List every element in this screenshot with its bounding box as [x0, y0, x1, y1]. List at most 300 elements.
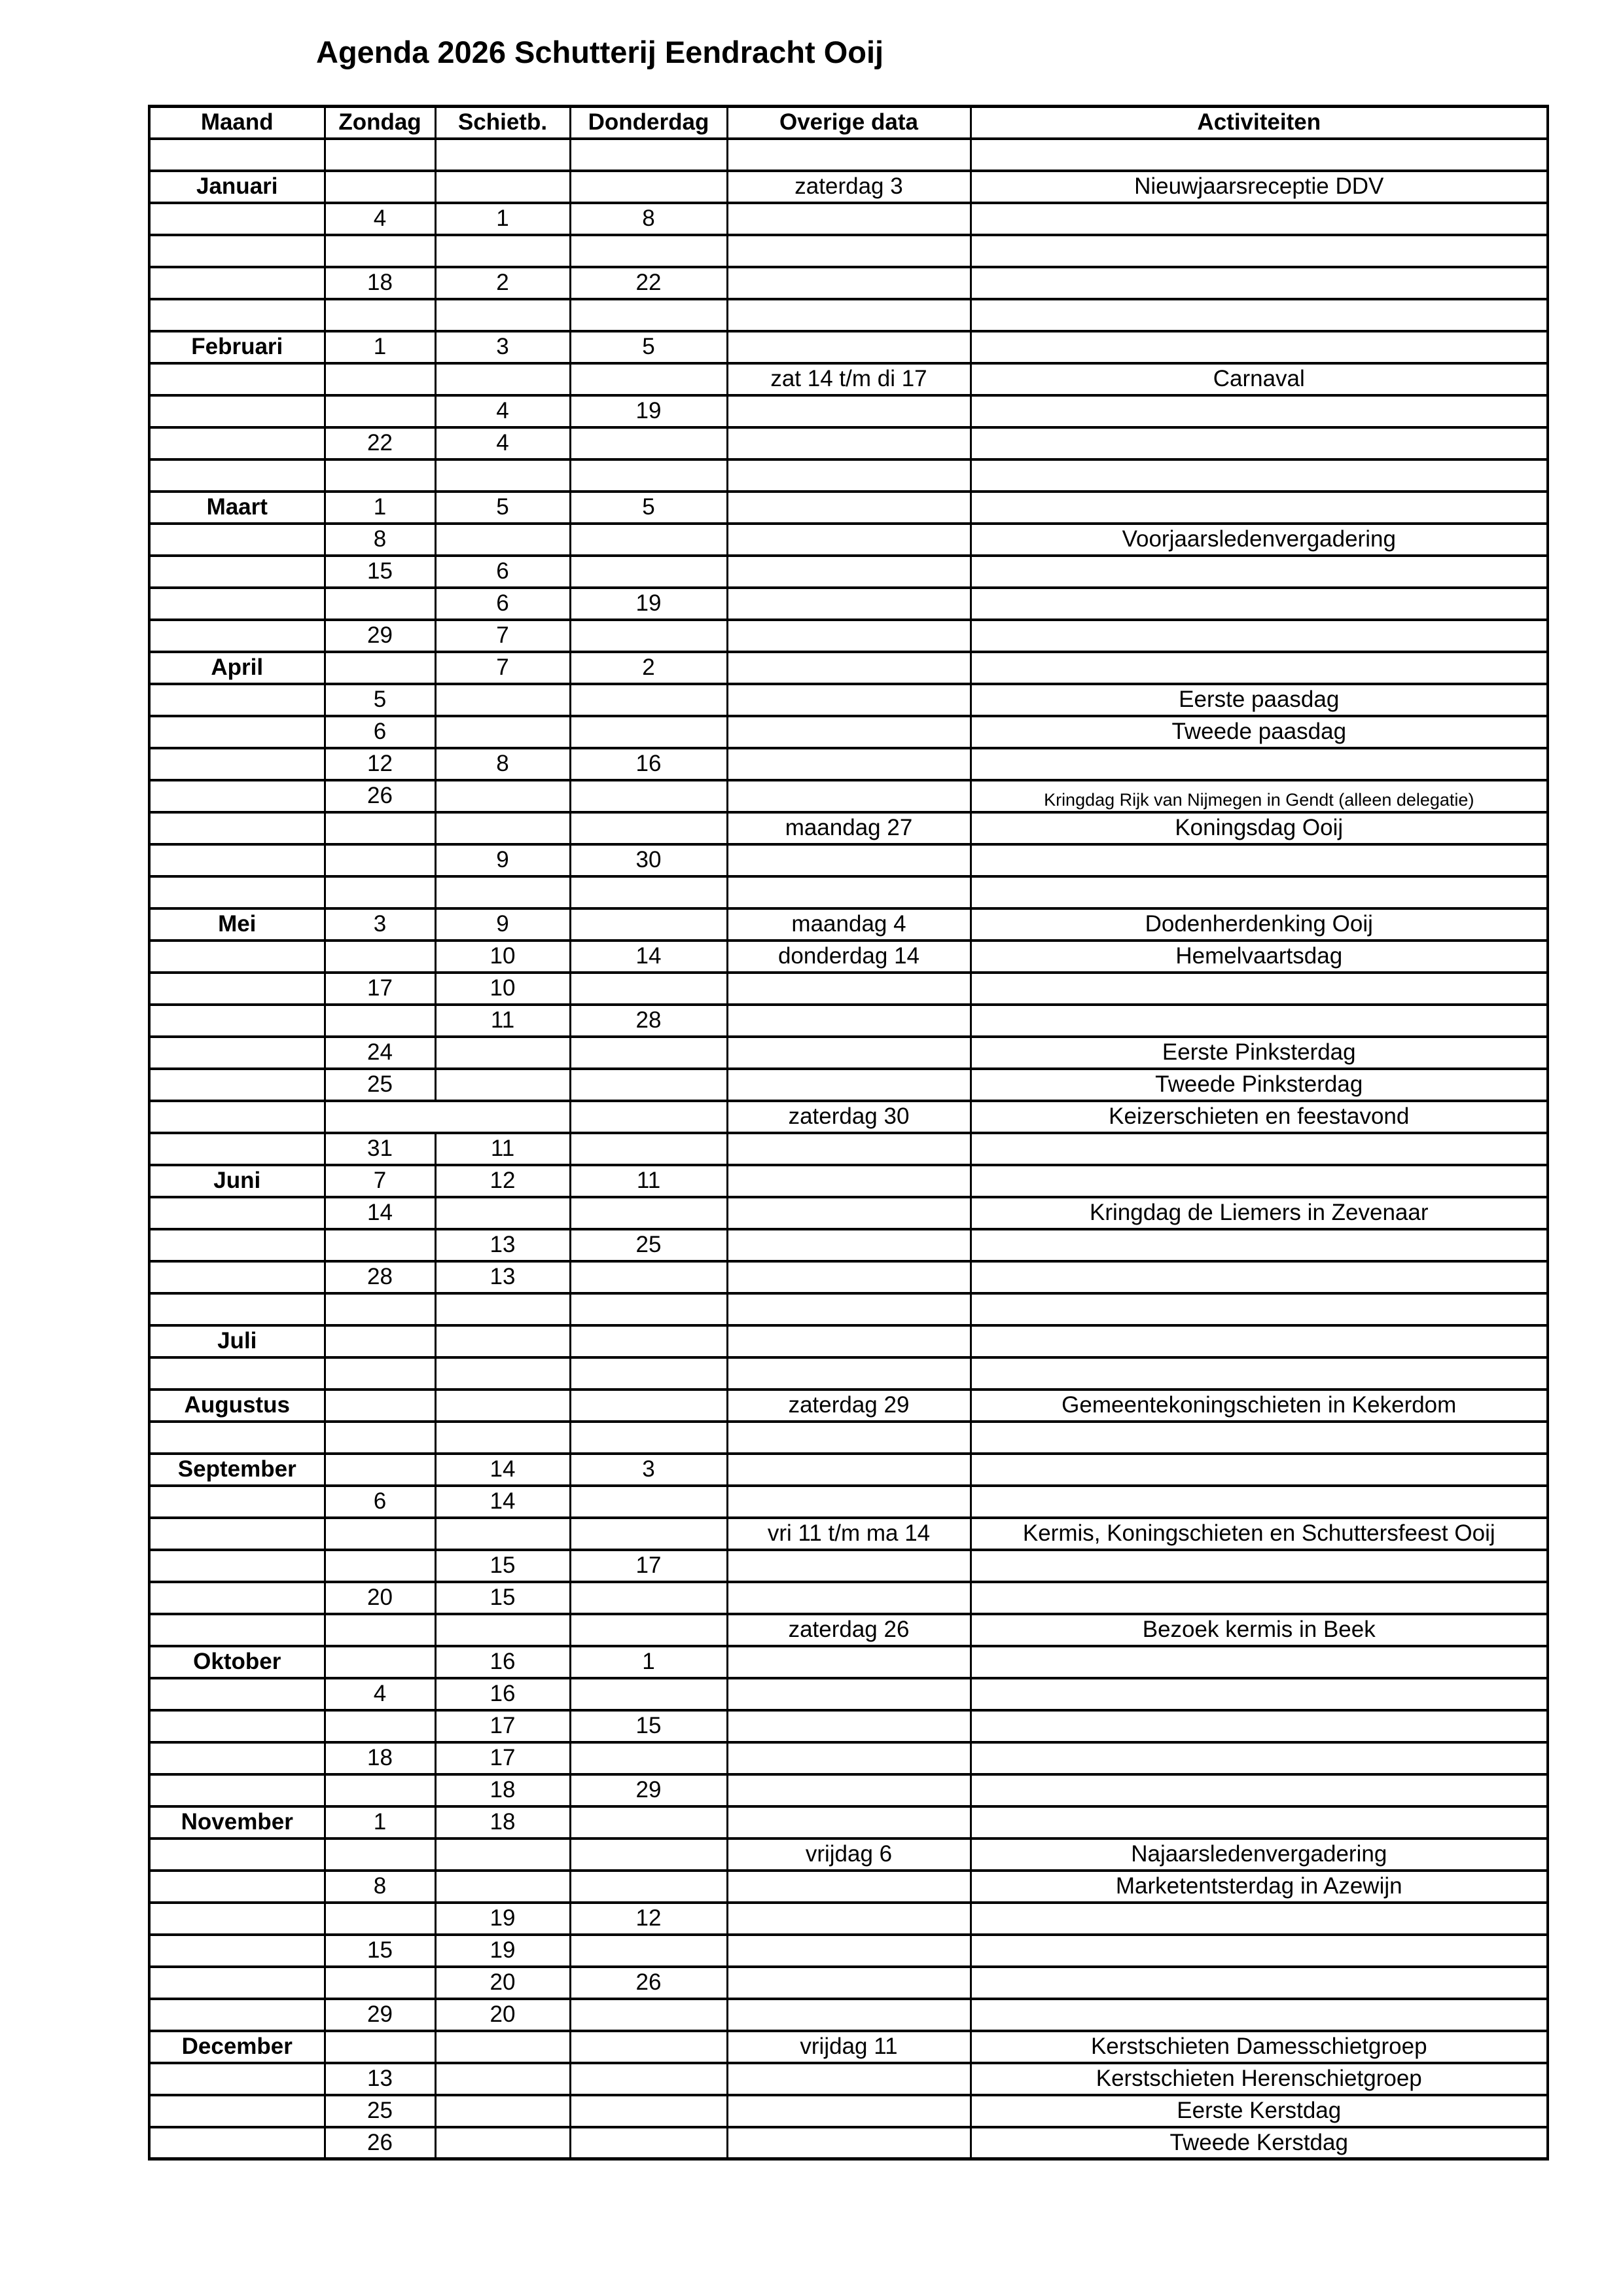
- activiteit-cell: [971, 620, 1548, 652]
- column-header-maand: Maand: [149, 107, 325, 139]
- activiteit-cell: [971, 1005, 1548, 1037]
- month-cell: [149, 620, 325, 652]
- schietb-cell: 10: [435, 973, 570, 1005]
- schietb-cell: 15: [435, 1550, 570, 1582]
- overige-data-cell: [727, 203, 971, 235]
- activiteit-cell: Eerste paasdag: [971, 684, 1548, 716]
- zondag-cell: [325, 459, 435, 492]
- schietb-cell: 1: [435, 203, 570, 235]
- donderdag-cell: [570, 1325, 727, 1357]
- schietb-cell: 11: [435, 1133, 570, 1165]
- zondag-cell: 25: [325, 1069, 435, 1101]
- zondag-cell: [325, 844, 435, 876]
- month-cell: [149, 1037, 325, 1069]
- zondag-cell: [325, 1614, 435, 1646]
- schietb-cell: [435, 1197, 570, 1229]
- overige-data-cell: [727, 1037, 971, 1069]
- zondag-cell: [325, 1390, 435, 1422]
- overige-data-cell: [727, 1742, 971, 1774]
- table-row: [149, 716, 1548, 748]
- month-cell: [149, 2063, 325, 2095]
- table-row: [149, 1165, 1548, 1197]
- schietb-cell: 8: [435, 748, 570, 780]
- overige-data-cell: [727, 556, 971, 588]
- month-cell: [149, 1133, 325, 1165]
- donderdag-cell: [570, 2031, 727, 2063]
- activiteit-cell: [971, 1422, 1548, 1454]
- table-row: [149, 1293, 1548, 1325]
- overige-data-cell: [727, 395, 971, 427]
- zondag-cell: 26: [325, 2127, 435, 2159]
- table-row: [149, 395, 1548, 427]
- schietb-cell: [435, 459, 570, 492]
- overige-data-cell: vrijdag 11: [727, 2031, 971, 2063]
- schietb-cell: [435, 363, 570, 395]
- schietb-cell: [435, 2063, 570, 2095]
- zondag-cell: [325, 1839, 435, 1871]
- zondag-cell: 20: [325, 1582, 435, 1614]
- month-cell: [149, 1101, 325, 1133]
- zondag-cell: 1: [325, 492, 435, 524]
- zondag-cell: [325, 1293, 435, 1325]
- month-cell: Februari: [149, 331, 325, 363]
- table-row: [149, 1390, 1548, 1422]
- activiteit-cell: [971, 492, 1548, 524]
- month-cell: [149, 556, 325, 588]
- table-row: [149, 1967, 1548, 1999]
- schietb-cell: [435, 139, 570, 171]
- activiteit-cell: [971, 1261, 1548, 1293]
- donderdag-cell: [570, 1999, 727, 2031]
- schietb-cell: [435, 876, 570, 908]
- donderdag-cell: [570, 235, 727, 267]
- zondag-cell: [325, 1454, 435, 1486]
- donderdag-cell: 17: [570, 1550, 727, 1582]
- month-cell: [149, 1999, 325, 2031]
- header-row: [149, 107, 1548, 139]
- overige-data-cell: [727, 1806, 971, 1839]
- schietb-cell: 6: [435, 588, 570, 620]
- table-row: [149, 1774, 1548, 1806]
- donderdag-cell: 19: [570, 588, 727, 620]
- table-row: [149, 1582, 1548, 1614]
- donderdag-cell: [570, 780, 727, 812]
- schietb-cell: [435, 1037, 570, 1069]
- zondag-cell: [325, 1101, 570, 1133]
- table-row: [149, 1069, 1548, 1101]
- overige-data-cell: [727, 1999, 971, 2031]
- zondag-cell: 7: [325, 1165, 435, 1197]
- table-row: [149, 2031, 1548, 2063]
- table-row: [149, 1678, 1548, 1710]
- schietb-cell: 3: [435, 331, 570, 363]
- overige-data-cell: [727, 588, 971, 620]
- table-row: [149, 267, 1548, 299]
- overige-data-cell: [727, 973, 971, 1005]
- month-cell: [149, 1229, 325, 1261]
- donderdag-cell: [570, 1293, 727, 1325]
- zondag-cell: [325, 652, 435, 684]
- overige-data-cell: [727, 1486, 971, 1518]
- schietb-cell: [435, 780, 570, 812]
- month-cell: [149, 1742, 325, 1774]
- table-row: [149, 652, 1548, 684]
- table-row: [149, 2127, 1548, 2159]
- zondag-cell: [325, 1710, 435, 1742]
- activiteit-cell: [971, 844, 1548, 876]
- month-cell: [149, 395, 325, 427]
- donderdag-cell: [570, 524, 727, 556]
- schietb-cell: [435, 235, 570, 267]
- schietb-cell: [435, 1614, 570, 1646]
- table-row: [149, 492, 1548, 524]
- donderdag-cell: 8: [570, 203, 727, 235]
- table-row: [149, 1325, 1548, 1357]
- activiteit-cell: Tweede paasdag: [971, 716, 1548, 748]
- donderdag-cell: 16: [570, 748, 727, 780]
- table-row: [149, 2095, 1548, 2127]
- donderdag-cell: [570, 1261, 727, 1293]
- activiteit-cell: [971, 1678, 1548, 1710]
- month-cell: [149, 1582, 325, 1614]
- schietb-cell: [435, 2127, 570, 2159]
- table-row: [149, 1710, 1548, 1742]
- activiteit-cell: [971, 1999, 1548, 2031]
- donderdag-cell: 22: [570, 267, 727, 299]
- overige-data-cell: [727, 459, 971, 492]
- activiteit-cell: [971, 1133, 1548, 1165]
- donderdag-cell: [570, 299, 727, 331]
- table-row: [149, 684, 1548, 716]
- donderdag-cell: 28: [570, 1005, 727, 1037]
- activiteit-cell: Hemelvaartsdag: [971, 941, 1548, 973]
- zondag-cell: 3: [325, 908, 435, 941]
- month-cell: [149, 1935, 325, 1967]
- donderdag-cell: 30: [570, 844, 727, 876]
- table-row: [149, 908, 1548, 941]
- activiteit-cell: [971, 1774, 1548, 1806]
- overige-data-cell: [727, 876, 971, 908]
- zondag-cell: [325, 1357, 435, 1390]
- schietb-cell: [435, 684, 570, 716]
- donderdag-cell: [570, 1742, 727, 1774]
- zondag-cell: [325, 1422, 435, 1454]
- schietb-cell: 9: [435, 908, 570, 941]
- month-cell: Maart: [149, 492, 325, 524]
- overige-data-cell: [727, 1422, 971, 1454]
- schietb-cell: [435, 812, 570, 844]
- zondag-cell: 4: [325, 1678, 435, 1710]
- activiteit-cell: Voorjaarsledenvergadering: [971, 524, 1548, 556]
- zondag-cell: 6: [325, 716, 435, 748]
- zondag-cell: 22: [325, 427, 435, 459]
- schietb-cell: 19: [435, 1935, 570, 1967]
- donderdag-cell: [570, 459, 727, 492]
- schietb-cell: [435, 1069, 570, 1101]
- schietb-cell: 16: [435, 1678, 570, 1710]
- zondag-cell: [325, 1903, 435, 1935]
- overige-data-cell: [727, 1774, 971, 1806]
- overige-data-cell: [727, 1197, 971, 1229]
- schietb-cell: 15: [435, 1582, 570, 1614]
- overige-data-cell: [727, 1325, 971, 1357]
- donderdag-cell: [570, 908, 727, 941]
- table-row: [149, 1742, 1548, 1774]
- overige-data-cell: [727, 1133, 971, 1165]
- month-cell: [149, 1774, 325, 1806]
- table-row: [149, 1646, 1548, 1678]
- zondag-cell: [325, 876, 435, 908]
- table-row: [149, 1197, 1548, 1229]
- donderdag-cell: 29: [570, 1774, 727, 1806]
- activiteit-cell: [971, 427, 1548, 459]
- agenda-table: [148, 105, 1549, 2161]
- donderdag-cell: [570, 1806, 727, 1839]
- donderdag-cell: [570, 1197, 727, 1229]
- schietb-cell: [435, 1422, 570, 1454]
- donderdag-cell: [570, 1518, 727, 1550]
- activiteit-cell: Keizerschieten en feestavond: [971, 1101, 1548, 1133]
- activiteit-cell: Kringdag de Liemers in Zevenaar: [971, 1197, 1548, 1229]
- month-cell: [149, 1550, 325, 1582]
- activiteit-cell: [971, 299, 1548, 331]
- zondag-cell: 24: [325, 1037, 435, 1069]
- month-cell: [149, 1518, 325, 1550]
- activiteit-cell: Eerste Kerstdag: [971, 2095, 1548, 2127]
- overige-data-cell: [727, 652, 971, 684]
- table-row: [149, 1550, 1548, 1582]
- donderdag-cell: 5: [570, 331, 727, 363]
- schietb-cell: 4: [435, 427, 570, 459]
- table-row: [149, 363, 1548, 395]
- overige-data-cell: [727, 2095, 971, 2127]
- overige-data-cell: [727, 1967, 971, 1999]
- month-cell: [149, 139, 325, 171]
- schietb-cell: 5: [435, 492, 570, 524]
- column-header-schietb: Schietb.: [435, 107, 570, 139]
- table-row: [149, 299, 1548, 331]
- zondag-cell: 18: [325, 267, 435, 299]
- donderdag-cell: [570, 139, 727, 171]
- activiteit-cell: [971, 1935, 1548, 1967]
- schietb-cell: 13: [435, 1229, 570, 1261]
- month-cell: [149, 812, 325, 844]
- zondag-cell: [325, 812, 435, 844]
- overige-data-cell: [727, 1710, 971, 1742]
- activiteit-cell: [971, 1806, 1548, 1839]
- zondag-cell: 4: [325, 203, 435, 235]
- activiteit-cell: [971, 1967, 1548, 1999]
- zondag-cell: 5: [325, 684, 435, 716]
- zondag-cell: 15: [325, 1935, 435, 1967]
- donderdag-cell: [570, 812, 727, 844]
- activiteit-cell: Tweede Kerstdag: [971, 2127, 1548, 2159]
- activiteit-cell: Eerste Pinksterdag: [971, 1037, 1548, 1069]
- donderdag-cell: [570, 363, 727, 395]
- overige-data-cell: [727, 748, 971, 780]
- donderdag-cell: [570, 1614, 727, 1646]
- schietb-cell: [435, 524, 570, 556]
- table-row: [149, 748, 1548, 780]
- donderdag-cell: 25: [570, 1229, 727, 1261]
- schietb-cell: 12: [435, 1165, 570, 1197]
- overige-data-cell: [727, 267, 971, 299]
- activiteit-cell: [971, 139, 1548, 171]
- table-row: [149, 1871, 1548, 1903]
- activiteit-cell: [971, 1903, 1548, 1935]
- table-row: [149, 1839, 1548, 1871]
- donderdag-cell: 5: [570, 492, 727, 524]
- month-cell: [149, 1967, 325, 1999]
- schietb-cell: [435, 299, 570, 331]
- donderdag-cell: [570, 1935, 727, 1967]
- zondag-cell: [325, 299, 435, 331]
- table-row: [149, 780, 1548, 812]
- donderdag-cell: [570, 1839, 727, 1871]
- month-cell: [149, 459, 325, 492]
- table-row: [149, 1935, 1548, 1967]
- table-row: [149, 1454, 1548, 1486]
- overige-data-cell: [727, 331, 971, 363]
- column-header-overige-data: Overige data: [727, 107, 971, 139]
- month-cell: [149, 973, 325, 1005]
- schietb-cell: 17: [435, 1742, 570, 1774]
- overige-data-cell: [727, 235, 971, 267]
- overige-data-cell: donderdag 14: [727, 941, 971, 973]
- donderdag-cell: [570, 1037, 727, 1069]
- overige-data-cell: [727, 1903, 971, 1935]
- zondag-cell: [325, 941, 435, 973]
- overige-data-cell: [727, 1871, 971, 1903]
- schietb-cell: 9: [435, 844, 570, 876]
- zondag-cell: 8: [325, 1871, 435, 1903]
- activiteit-cell: [971, 1229, 1548, 1261]
- table-row: [149, 1261, 1548, 1293]
- zondag-cell: 18: [325, 1742, 435, 1774]
- activiteit-cell: [971, 203, 1548, 235]
- zondag-cell: [325, 1646, 435, 1678]
- month-cell: Juli: [149, 1325, 325, 1357]
- overige-data-cell: [727, 1165, 971, 1197]
- month-cell: [149, 1069, 325, 1101]
- overige-data-cell: maandag 27: [727, 812, 971, 844]
- schietb-cell: [435, 1325, 570, 1357]
- table-row: [149, 620, 1548, 652]
- zondag-cell: [325, 1005, 435, 1037]
- overige-data-cell: [727, 1357, 971, 1390]
- schietb-cell: [435, 1293, 570, 1325]
- overige-data-cell: [727, 1678, 971, 1710]
- schietb-cell: 17: [435, 1710, 570, 1742]
- table-row: [149, 1101, 1548, 1133]
- month-cell: [149, 1422, 325, 1454]
- month-cell: [149, 1903, 325, 1935]
- activiteit-cell: Bezoek kermis in Beek: [971, 1614, 1548, 1646]
- activiteit-cell: [971, 459, 1548, 492]
- overige-data-cell: [727, 620, 971, 652]
- table-row: [149, 1614, 1548, 1646]
- schietb-cell: [435, 1390, 570, 1422]
- donderdag-cell: [570, 716, 727, 748]
- schietb-cell: [435, 1839, 570, 1871]
- zondag-cell: 25: [325, 2095, 435, 2127]
- donderdag-cell: [570, 1678, 727, 1710]
- zondag-cell: 28: [325, 1261, 435, 1293]
- overige-data-cell: zaterdag 30: [727, 1101, 971, 1133]
- month-cell: [149, 684, 325, 716]
- month-cell: November: [149, 1806, 325, 1839]
- donderdag-cell: 19: [570, 395, 727, 427]
- month-cell: [149, 2095, 325, 2127]
- donderdag-cell: [570, 2127, 727, 2159]
- zondag-cell: [325, 363, 435, 395]
- table-row: [149, 876, 1548, 908]
- activiteit-cell: Nieuwjaarsreceptie DDV: [971, 171, 1548, 203]
- overige-data-cell: [727, 780, 971, 812]
- page-title: Agenda 2026 Schutterij Eendracht Ooij: [316, 35, 884, 69]
- activiteit-cell: [971, 1710, 1548, 1742]
- month-cell: [149, 716, 325, 748]
- schietb-cell: 6: [435, 556, 570, 588]
- month-cell: [149, 427, 325, 459]
- overige-data-cell: zat 14 t/m di 17: [727, 363, 971, 395]
- zondag-cell: [325, 2031, 435, 2063]
- schietb-cell: 16: [435, 1646, 570, 1678]
- donderdag-cell: 2: [570, 652, 727, 684]
- month-cell: September: [149, 1454, 325, 1486]
- schietb-cell: [435, 2095, 570, 2127]
- overige-data-cell: [727, 1261, 971, 1293]
- zondag-cell: 17: [325, 973, 435, 1005]
- donderdag-cell: 12: [570, 1903, 727, 1935]
- table-row: [149, 524, 1548, 556]
- schietb-cell: [435, 1518, 570, 1550]
- overige-data-cell: [727, 1293, 971, 1325]
- activiteit-cell: Kringdag Rijk van Nijmegen in Gendt (alleen delegatie): [971, 780, 1548, 812]
- activiteit-cell: [971, 1325, 1548, 1357]
- zondag-cell: 26: [325, 780, 435, 812]
- activiteit-cell: [971, 1486, 1548, 1518]
- donderdag-cell: 14: [570, 941, 727, 973]
- donderdag-cell: [570, 2095, 727, 2127]
- overige-data-cell: [727, 524, 971, 556]
- overige-data-cell: [727, 1005, 971, 1037]
- column-header-activiteiten: Activiteiten: [971, 107, 1548, 139]
- donderdag-cell: [570, 1390, 727, 1422]
- month-cell: [149, 524, 325, 556]
- schietb-cell: 10: [435, 941, 570, 973]
- month-cell: [149, 1486, 325, 1518]
- donderdag-cell: [570, 684, 727, 716]
- zondag-cell: [325, 171, 435, 203]
- overige-data-cell: [727, 1550, 971, 1582]
- overige-data-cell: [727, 1454, 971, 1486]
- zondag-cell: [325, 1967, 435, 1999]
- activiteit-cell: [971, 1454, 1548, 1486]
- overige-data-cell: zaterdag 29: [727, 1390, 971, 1422]
- overige-data-cell: [727, 2063, 971, 2095]
- table-row: [149, 171, 1548, 203]
- donderdag-cell: [570, 427, 727, 459]
- table-row: [149, 1357, 1548, 1390]
- month-cell: [149, 1261, 325, 1293]
- zondag-cell: [325, 1774, 435, 1806]
- month-cell: [149, 1710, 325, 1742]
- zondag-cell: [325, 1550, 435, 1582]
- table-row: [149, 2063, 1548, 2095]
- donderdag-cell: [570, 1871, 727, 1903]
- schietb-cell: 20: [435, 1999, 570, 2031]
